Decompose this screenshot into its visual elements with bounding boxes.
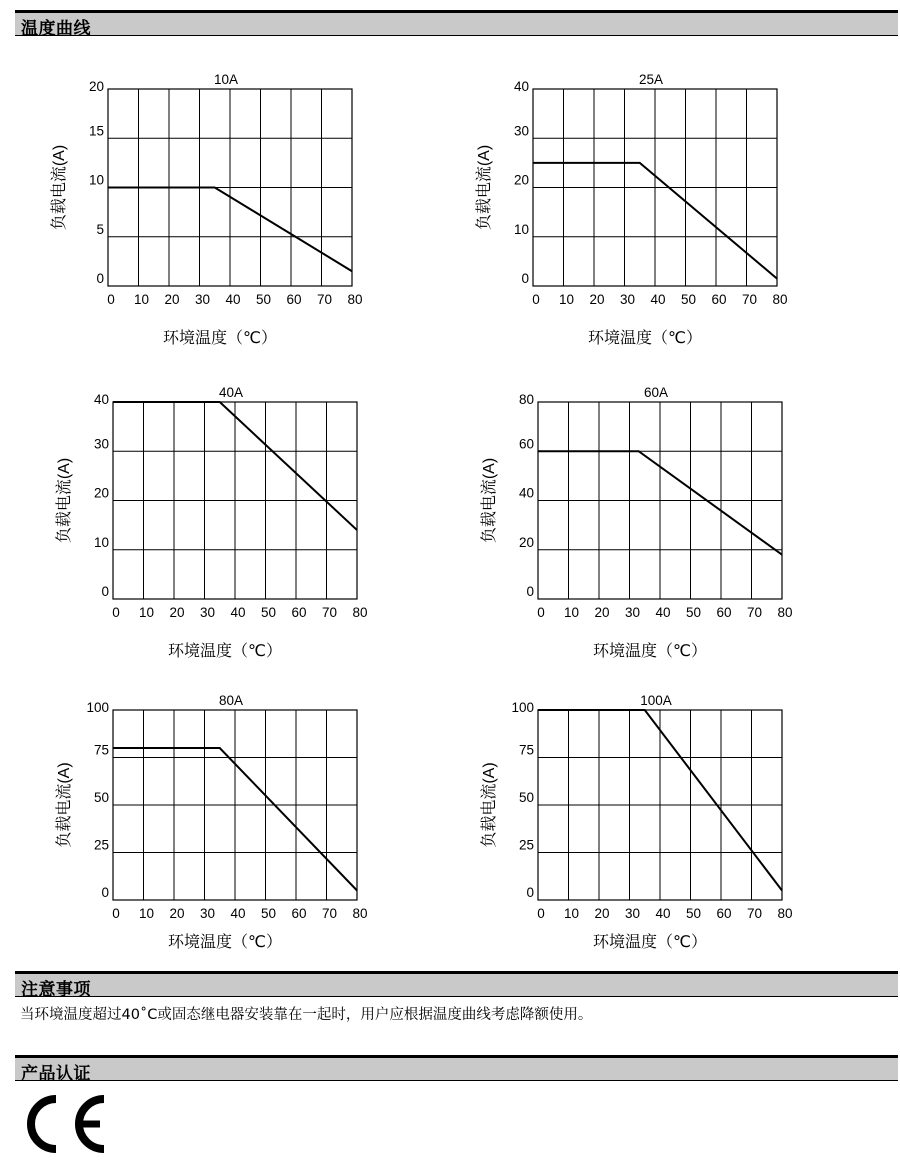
y-axis-label: 负载电流(A): [56, 457, 73, 544]
x-tick-label: 70: [321, 605, 338, 620]
x-tick-label: 30: [194, 292, 211, 307]
x-tick-label: 0: [537, 605, 545, 620]
ce-mark-icon: [20, 1093, 110, 1155]
y-axis-label: 负载电流(A): [51, 144, 68, 231]
y-tick-label: 20: [93, 485, 109, 501]
y-tick-label: 0: [526, 584, 534, 599]
x-tick-label: 60: [291, 906, 307, 921]
x-tick-label: 10: [133, 292, 150, 307]
x-axis-label: 环境温度（℃）: [168, 643, 282, 660]
x-tick-label: 0: [537, 906, 545, 921]
y-tick-label: 20: [88, 79, 104, 94]
x-tick-label: 0: [532, 292, 540, 307]
x-tick-label: 60: [716, 906, 732, 921]
x-tick-label: 20: [169, 906, 185, 921]
x-tick-label: 60: [291, 605, 307, 620]
section-header-notes: [15, 971, 898, 1000]
x-tick-label: 80: [777, 605, 793, 620]
x-tick-label: 60: [286, 292, 302, 307]
y-axis-label: 负载电流(A): [481, 457, 498, 544]
section-title: 注意事项: [21, 980, 91, 1000]
x-axis-label: 环境温度（℃）: [588, 330, 702, 347]
x-tick-label: 50: [260, 605, 277, 620]
x-tick-label: 70: [746, 605, 763, 620]
x-tick-label: 80: [347, 292, 363, 307]
derating-chart-25a: [465, 65, 825, 365]
y-axis-label: 负载电流(A): [481, 762, 498, 848]
x-axis-label: 环境温度（℃）: [593, 643, 707, 660]
y-tick-label: 15: [88, 123, 104, 139]
chart-title: 25A: [638, 72, 664, 87]
x-tick-label: 20: [589, 292, 605, 307]
y-tick-label: 20: [513, 172, 529, 188]
x-tick-label: 70: [316, 292, 333, 307]
x-tick-label: 30: [624, 906, 641, 921]
x-tick-label: 50: [685, 605, 702, 620]
x-tick-label: 40: [225, 292, 241, 307]
y-tick-label: 0: [101, 885, 109, 900]
section-title: 温度曲线: [21, 19, 91, 39]
x-tick-label: 80: [352, 906, 368, 921]
y-tick-label: 20: [518, 534, 534, 550]
chart-title: 60A: [643, 385, 669, 400]
x-tick-label: 30: [199, 605, 216, 620]
x-tick-label: 60: [711, 292, 727, 307]
y-tick-label: 10: [513, 221, 529, 237]
x-tick-label: 20: [169, 605, 185, 620]
y-tick-label: 0: [96, 271, 104, 286]
x-tick-label: 10: [563, 605, 580, 620]
y-tick-label: 75: [518, 742, 534, 758]
chart-title: 40A: [218, 385, 244, 400]
x-tick-label: 80: [772, 292, 788, 307]
derating-note-text: 当环境温度超过40˚C或固态继电器安装靠在一起时，用户应根据温度曲线考虑降额使用。: [20, 1007, 593, 1023]
x-tick-label: 80: [352, 605, 368, 620]
y-axis-label: 负载电流(A): [56, 762, 73, 848]
x-tick-label: 40: [655, 906, 671, 921]
x-tick-label: 50: [680, 292, 697, 307]
y-tick-label: 25: [518, 837, 534, 853]
chart-title: 100A: [640, 693, 672, 708]
section-title: 产品认证: [21, 1064, 91, 1084]
x-tick-label: 30: [619, 292, 636, 307]
x-tick-label: 20: [164, 292, 180, 307]
x-tick-label: 10: [563, 906, 580, 921]
derating-chart-60a: [470, 378, 830, 678]
x-tick-label: 10: [558, 292, 575, 307]
y-tick-label: 5: [96, 221, 104, 237]
derating-chart-80a: [45, 686, 405, 976]
x-axis-label: 环境温度（℃）: [168, 934, 282, 951]
x-tick-label: 70: [321, 906, 338, 921]
x-tick-label: 40: [230, 906, 246, 921]
section-header-temperature-curves: [15, 10, 898, 39]
x-tick-label: 60: [716, 605, 732, 620]
chart-title: 10A: [213, 72, 239, 87]
y-tick-label: 40: [518, 485, 534, 501]
x-tick-label: 50: [685, 906, 702, 921]
x-tick-label: 30: [199, 906, 216, 921]
x-axis-label: 环境温度（℃）: [593, 934, 707, 951]
x-tick-label: 40: [655, 605, 671, 620]
x-tick-label: 20: [594, 906, 610, 921]
y-tick-label: 0: [521, 271, 529, 286]
y-tick-label: 100: [86, 700, 109, 715]
y-tick-label: 30: [513, 123, 529, 139]
y-tick-label: 10: [93, 534, 109, 550]
y-tick-label: 25: [93, 837, 109, 853]
chart-title: 80A: [218, 693, 244, 708]
y-tick-label: 100: [511, 700, 534, 715]
x-tick-label: 40: [230, 605, 246, 620]
y-tick-label: 0: [526, 885, 534, 900]
y-tick-label: 60: [518, 436, 534, 452]
x-tick-label: 40: [650, 292, 666, 307]
y-tick-label: 0: [101, 584, 109, 599]
x-tick-label: 50: [260, 906, 277, 921]
x-tick-label: 10: [138, 605, 155, 620]
x-tick-label: 10: [138, 906, 155, 921]
y-tick-label: 50: [93, 790, 109, 805]
x-tick-label: 50: [255, 292, 272, 307]
derating-chart-40a: [45, 378, 405, 678]
x-tick-label: 0: [107, 292, 115, 307]
x-tick-label: 70: [746, 906, 763, 921]
y-tick-label: 10: [88, 172, 104, 188]
derating-chart-10a: [40, 65, 400, 365]
y-tick-label: 50: [518, 790, 534, 805]
x-tick-label: 20: [594, 605, 610, 620]
section-header-certification: [15, 1055, 898, 1084]
x-tick-label: 80: [777, 906, 793, 921]
x-tick-label: 70: [741, 292, 758, 307]
x-tick-label: 30: [624, 605, 641, 620]
y-tick-label: 40: [93, 392, 109, 407]
x-axis-label: 环境温度（℃）: [163, 330, 277, 347]
y-axis-label: 负载电流(A): [476, 144, 493, 231]
x-tick-label: 0: [112, 605, 120, 620]
y-tick-label: 75: [93, 742, 109, 758]
x-tick-label: 0: [112, 906, 120, 921]
y-tick-label: 40: [513, 79, 529, 94]
derating-chart-100a: [470, 686, 830, 976]
y-tick-label: 80: [518, 392, 534, 407]
y-tick-label: 30: [93, 436, 109, 452]
